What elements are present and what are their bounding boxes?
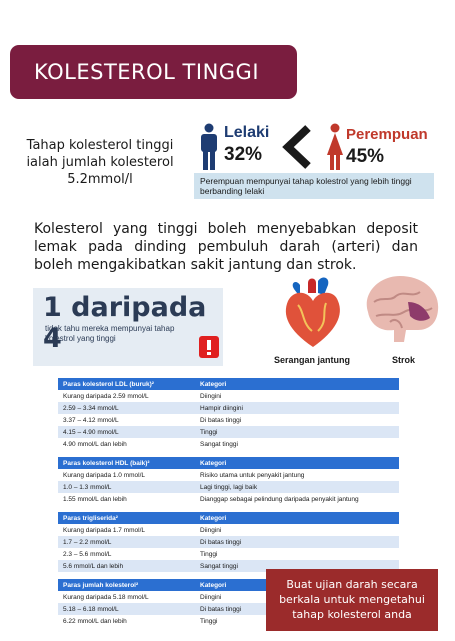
heart-icon: [278, 275, 348, 349]
table-header-row: [58, 512, 399, 524]
female-percent: 45%: [346, 146, 385, 167]
heart-attack-caption: Serangan jantung: [274, 355, 351, 365]
gender-comparison: [196, 118, 440, 204]
level-range-cell: 6.22 mmol/L dan lebih: [63, 617, 127, 625]
category-cell: Tinggi: [200, 428, 218, 436]
category-cell: Tinggi: [200, 550, 218, 558]
category-cell: Tinggi: [200, 617, 218, 625]
table-header-cell: Paras kolesterol HDL (baik)²: [63, 459, 150, 467]
category-cell: Sangat tinggi: [200, 562, 238, 570]
female-label: Perempuan: [346, 126, 428, 143]
table-header-cell: Kategori: [200, 380, 227, 388]
category-cell: Diingini: [200, 593, 222, 601]
table-row: [58, 414, 399, 426]
level-range-cell: 2.3 – 5.6 mmol/L: [63, 550, 112, 558]
table-header-row: [58, 457, 399, 469]
table-header-cell: Paras kolesterol LDL (buruk)²: [63, 380, 154, 388]
table-row: [58, 402, 399, 414]
table-header-cell: Kategori: [200, 514, 227, 522]
category-cell: Sangat tinggi: [200, 440, 238, 448]
table-row: [58, 548, 399, 560]
one-in-four-subtext: tidak tahu mereka mempunyai tahap kolestrol yang tinggi: [45, 324, 175, 343]
one-in-four-callout: [33, 288, 223, 366]
cholesterol-threshold-text: Tahap kolesterol tinggi ialah jumlah kolesterol 5.2mmol/l: [26, 138, 174, 187]
level-range-cell: 4.15 – 4.90 mmol/L: [63, 428, 119, 436]
call-to-action: Buat ujian darah secara berkala untuk mengetahui tahap kolesterol anda: [266, 569, 438, 631]
brain-icon: [360, 272, 442, 348]
category-cell: Hampir diingini: [200, 404, 243, 412]
less-than-icon: [280, 124, 314, 170]
table-row: [58, 536, 399, 548]
level-range-cell: 1.0 – 1.3 mmol/L: [63, 483, 112, 491]
level-range-cell: 4.90 mmol/L dan lebih: [63, 440, 127, 448]
female-figure-icon: [326, 123, 344, 171]
table-row: [58, 426, 399, 438]
table-header-cell: Paras trigliserida²: [63, 514, 118, 522]
table-row: [58, 481, 399, 493]
table-header-row: [58, 378, 399, 390]
category-cell: Di batas tinggi: [200, 538, 242, 546]
table-header-cell: Kategori: [200, 459, 227, 467]
exclamation-icon: [199, 336, 219, 358]
level-range-cell: 5.18 – 6.18 mmol/L: [63, 605, 119, 613]
table-row: [58, 469, 399, 481]
level-range-cell: Kurang daripada 5.18 mmol/L: [63, 593, 149, 601]
table-row: [58, 390, 399, 402]
table-section: [58, 512, 399, 572]
male-label: Lelaki: [224, 124, 270, 141]
level-range-cell: Kurang daripada 1.0 mmol/L: [63, 471, 146, 479]
category-cell: Risiko utama untuk penyakit jantung: [200, 471, 305, 479]
stroke-caption: Strok: [392, 355, 416, 365]
category-cell: Diingini: [200, 392, 222, 400]
category-cell: Lagi tinggi, lagi baik: [200, 483, 258, 491]
level-range-cell: Kurang daripada 2.59 mmol/L: [63, 392, 149, 400]
table-row: [58, 524, 399, 536]
level-range-cell: 3.37 – 4.12 mmol/L: [63, 416, 119, 424]
description-paragraph: Kolesterol yang tinggi boleh menyebabkan deposit lemak pada dinding pembuluh darah (arteri) dan boleh mengakibatkan sakit jantung dan strok.: [34, 221, 418, 273]
category-cell: Di batas tinggi: [200, 605, 242, 613]
male-figure-icon: [198, 123, 220, 171]
table-section: [58, 457, 399, 505]
table-row: [58, 438, 399, 450]
table-header-cell: Kategori: [200, 581, 227, 589]
male-percent: 32%: [224, 144, 263, 165]
title-banner: [10, 45, 297, 99]
table-section: [58, 378, 399, 450]
level-range-cell: 1.7 – 2.2 mmol/L: [63, 538, 112, 546]
level-range-cell: Kurang daripada 1.7 mmol/L: [63, 526, 146, 534]
level-range-cell: 1.55 mmol/L dan lebih: [63, 495, 127, 503]
level-range-cell: 2.59 – 3.34 mmol/L: [63, 404, 119, 412]
category-cell: Di batas tinggi: [200, 416, 242, 424]
one-in-four-headline: 1 daripada 4: [43, 292, 207, 354]
category-cell: Diingini: [200, 526, 222, 534]
category-cell: Dianggap sebagai pelindung daripada penyakit jantung: [200, 495, 359, 503]
level-range-cell: 5.6 mmol/L dan lebih: [63, 562, 124, 570]
table-header-cell: Paras jumlah kolesterol²: [63, 581, 139, 589]
table-row: [58, 493, 399, 505]
gender-note: Perempuan mempunyai tahap kolestrol yang lebih tinggi berbanding lelaki: [194, 173, 434, 199]
page-title: KOLESTEROL TINGGI: [34, 60, 260, 84]
